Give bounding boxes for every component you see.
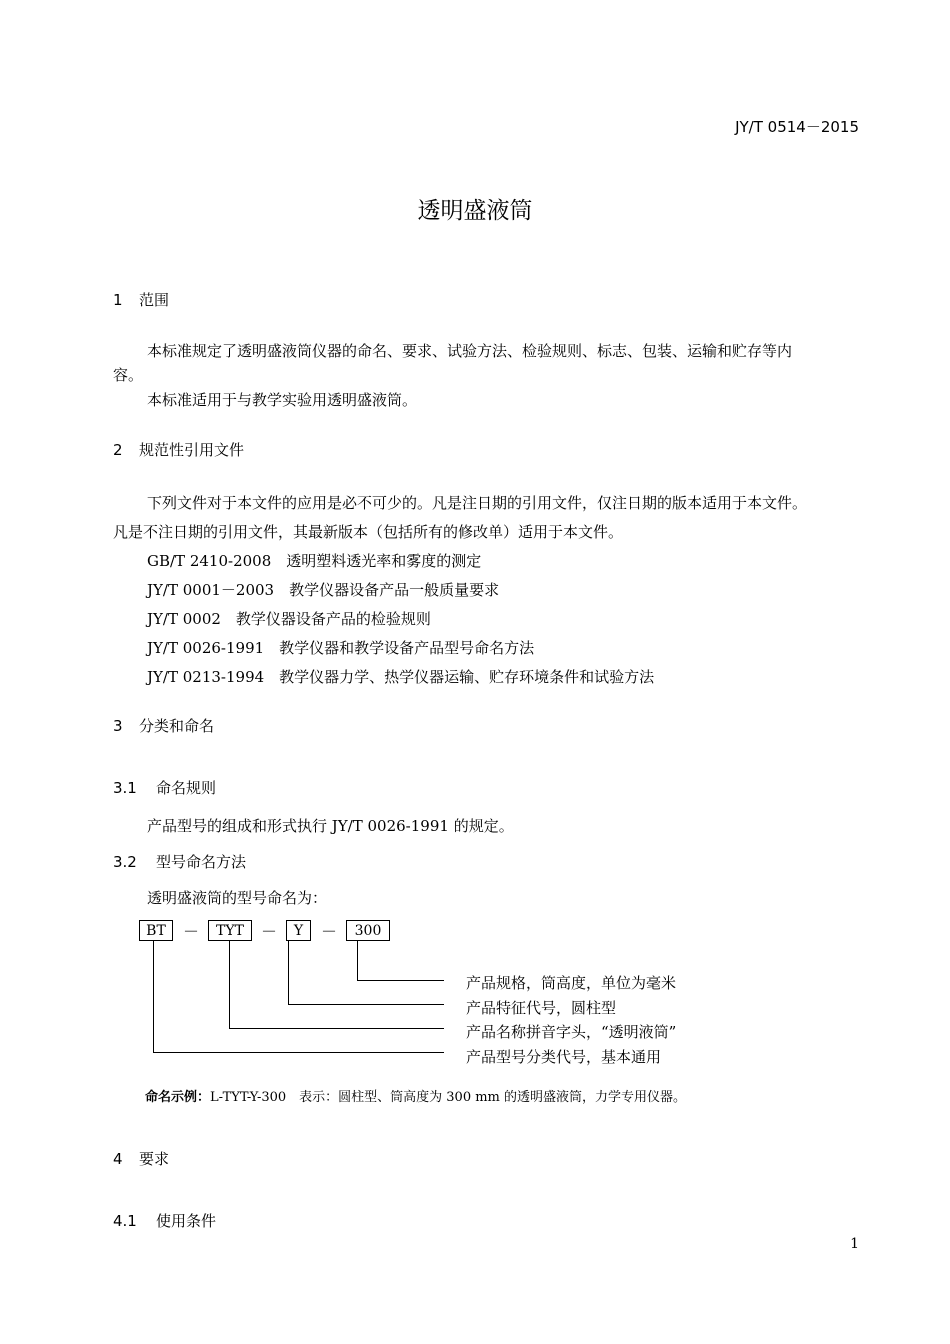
- separator-dash: －: [261, 922, 278, 941]
- document-id: JY/T 0514－2015: [735, 118, 859, 136]
- page-number: 1: [850, 1236, 859, 1252]
- leader-line: [357, 941, 358, 981]
- leader-line: [288, 1004, 444, 1005]
- section-title: 命名规则: [156, 779, 217, 797]
- code-box-feature: Y: [286, 920, 311, 941]
- section-number: 3.2: [113, 853, 137, 871]
- section-2-paragraph-line: 凡是不注日期的引用文件，其最新版本（包括所有的修改单）适用于本文件。: [113, 523, 624, 541]
- reference-item: JY/T 0002 教学仪器设备产品的检验规则: [147, 610, 431, 628]
- section-title: 使用条件: [156, 1212, 217, 1230]
- code-box-spec: 300: [346, 920, 390, 941]
- leader-line: [153, 1052, 444, 1053]
- section-4-heading: [113, 1148, 169, 1169]
- section-number: 3: [113, 717, 123, 735]
- separator-dash: －: [321, 922, 338, 941]
- section-title: 范围: [139, 291, 170, 309]
- annotation-product-name: 产品名称拼音字头，“透明液筒”: [466, 1023, 677, 1041]
- section-1-paragraph-line: 容。: [113, 366, 144, 384]
- section-3-1-paragraph: 产品型号的组成和形式执行 JY/T 0026-1991 的规定。: [147, 817, 514, 835]
- section-3-heading: [113, 715, 214, 736]
- section-number: 4: [113, 1150, 123, 1168]
- code-box-product-name: TYT: [208, 920, 252, 941]
- annotation-classification: 产品型号分类代号，基本通用: [466, 1048, 662, 1066]
- section-number: 4.1: [113, 1212, 137, 1230]
- example-text: L-TYT-Y-300 表示：圆柱型、筒高度为 300 mm 的透明盛液筒，力学专用仪器。: [210, 1090, 687, 1105]
- separator-dash: －: [183, 922, 200, 941]
- leader-line: [153, 941, 154, 1053]
- section-title: 要求: [139, 1150, 170, 1168]
- section-3-2-heading: [113, 851, 246, 872]
- section-number: 3.1: [113, 779, 137, 797]
- section-number: 2: [113, 441, 123, 459]
- reference-item: JY/T 0026-1991 教学仪器和教学设备产品型号命名方法: [147, 639, 535, 657]
- leader-line: [229, 1028, 444, 1029]
- reference-item: JY/T 0213-1994 教学仪器力学、热学仪器运输、贮存环境条件和试验方法: [147, 668, 655, 686]
- section-title: 规范性引用文件: [139, 441, 245, 459]
- section-number: 1: [113, 291, 123, 309]
- document-title: 透明盛液筒: [417, 198, 533, 224]
- annotation-spec: 产品规格，筒高度，单位为毫米: [466, 974, 677, 992]
- reference-item: JY/T 0001－2003 教学仪器设备产品一般质量要求: [147, 581, 500, 599]
- leader-line: [357, 980, 444, 981]
- section-2-heading: [113, 439, 244, 460]
- naming-example: [145, 1086, 686, 1105]
- reference-item: GB/T 2410-2008 透明塑料透光率和雾度的测定: [147, 552, 482, 570]
- section-4-1-heading: [113, 1210, 216, 1231]
- leader-line: [229, 941, 230, 1029]
- section-3-1-heading: [113, 777, 216, 798]
- section-title: 分类和命名: [139, 717, 215, 735]
- annotation-feature: 产品特征代号，圆柱型: [466, 999, 617, 1017]
- section-1-heading: [113, 289, 169, 310]
- section-title: 型号命名方法: [156, 853, 247, 871]
- code-box-classification: BT: [139, 920, 173, 941]
- leader-line: [288, 941, 289, 1005]
- section-2-paragraph-line: 下列文件对于本文件的应用是必不可少的。凡是注日期的引用文件，仅注日期的版本适用于本文件。: [147, 494, 808, 512]
- example-label: 命名示例：: [145, 1090, 211, 1105]
- section-1-paragraph: 本标准适用于与教学实验用透明盛液筒。: [147, 391, 418, 409]
- section-3-2-paragraph: 透明盛液筒的型号命名为：: [147, 889, 328, 907]
- section-1-paragraph-line: 本标准规定了透明盛液筒仪器的命名、要求、试验方法、检验规则、标志、包装、运输和贮存等内: [147, 342, 793, 360]
